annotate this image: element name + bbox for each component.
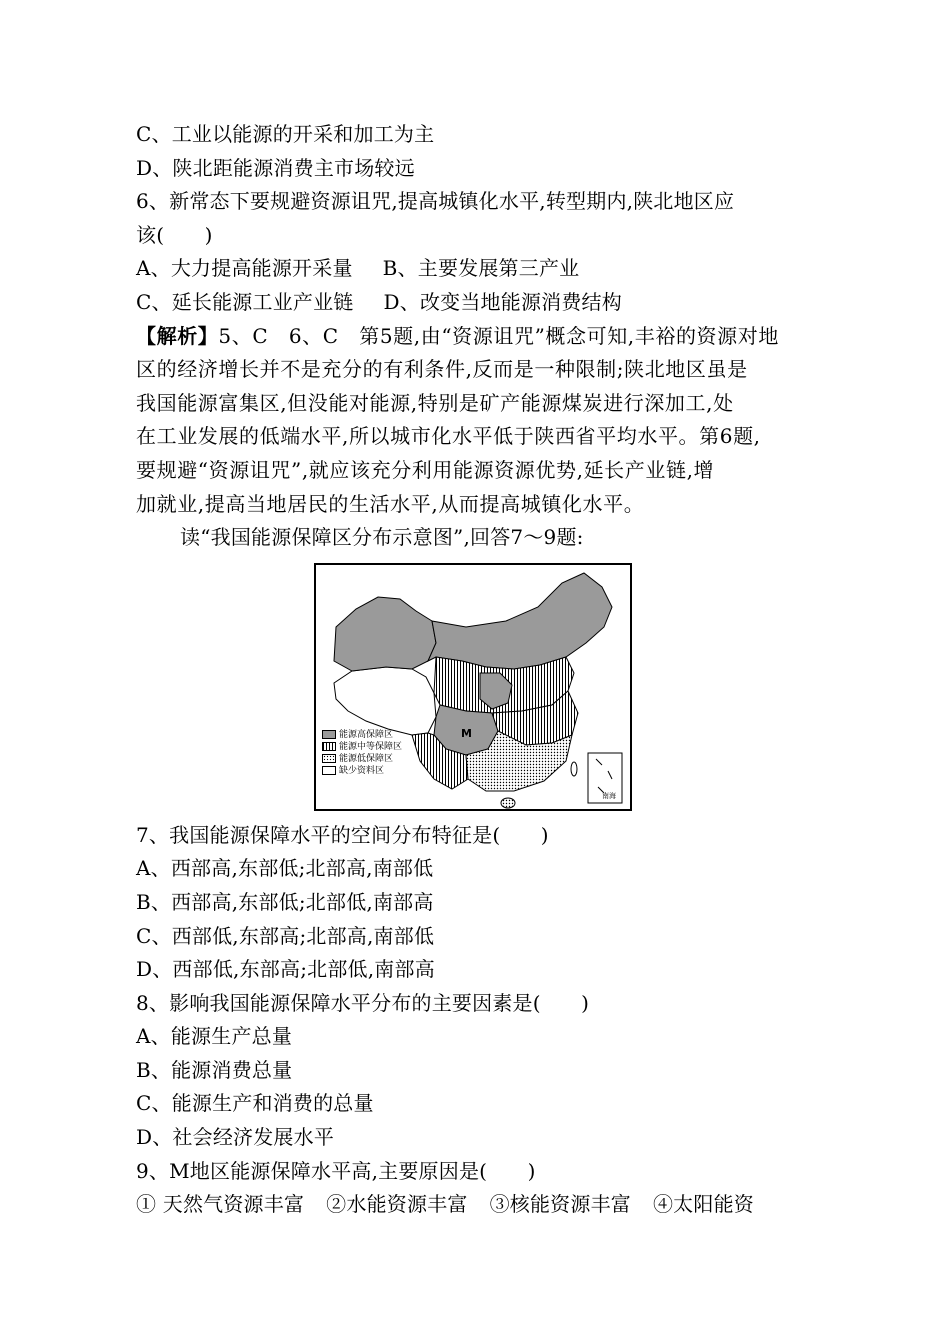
q9-option-3: ③核能资源丰富 bbox=[489, 1192, 631, 1217]
q9-options bbox=[136, 1188, 826, 1222]
analysis-line: 要规避“资源诅咒”,就应该充分利用能源资源优势,延长产业链,增 bbox=[136, 457, 715, 482]
q9-option-2: ②水能资源丰富 bbox=[326, 1192, 468, 1217]
q6-option-d: D、改变当地能源消费结构 bbox=[383, 289, 622, 314]
analysis-block bbox=[136, 320, 826, 522]
legend-item-high: 能源高保障区 bbox=[322, 729, 402, 741]
analysis-line: 我国能源富集区,但没能对能源,特别是矿产能源煤炭进行深加工,处 bbox=[136, 390, 734, 415]
q7-option-c: C、西部低,东部高;北部高,南部低 bbox=[136, 923, 435, 948]
q9-stem: 9、M地区能源保障水平高,主要原因是( ) bbox=[136, 1158, 536, 1183]
inset-label: 南海 bbox=[602, 791, 616, 800]
analysis-line: 加就业,提高当地居民的生活水平,从而提高城镇化水平。 bbox=[136, 491, 645, 516]
q6-option-a: A、大力提高能源开采量 bbox=[136, 256, 353, 281]
q9-option-1: ① 天然气资源丰富 bbox=[136, 1192, 305, 1217]
q7-stem: 7、我国能源保障水平的空间分布特征是( ) bbox=[136, 822, 549, 847]
m-region-label: M bbox=[461, 726, 472, 740]
legend-item-low: 能源低保障区 bbox=[322, 753, 402, 765]
energy-map-figure bbox=[314, 563, 632, 811]
q6-option-b: B、主要发展第三产业 bbox=[382, 256, 580, 281]
document-page bbox=[136, 118, 826, 1222]
q6-options-cd bbox=[136, 286, 826, 320]
analysis-line: 区的经济增长并不是充分的有利条件,反而是一种限制;陕北地区虽是 bbox=[136, 357, 748, 382]
q7-option-a: A、西部高,东部低;北部高,南部低 bbox=[136, 856, 434, 881]
analysis-tag: 【解析】 bbox=[136, 323, 219, 348]
q7-option-b: B、西部高,东部低;北部低,南部高 bbox=[136, 889, 434, 914]
q8-option-c: C、能源生产和消费的总量 bbox=[136, 1091, 374, 1116]
map-legend bbox=[322, 729, 402, 777]
q5-option-c: C、工业以能源的开采和加工为主 bbox=[136, 122, 435, 146]
q8-option-d: D、社会经济发展水平 bbox=[136, 1125, 335, 1150]
q8-option-b: B、能源消费总量 bbox=[136, 1057, 293, 1082]
q8-option-a: A、能源生产总量 bbox=[136, 1024, 293, 1049]
legend-item-mid: 能源中等保障区 bbox=[322, 741, 402, 753]
q5-option-d: D、陕北距能源消费主市场较远 bbox=[136, 155, 415, 180]
q6-options-ab bbox=[136, 252, 826, 286]
analysis-line: 【解析】5、C 6、C 第5题,由“资源诅咒”概念可知,丰裕的资源对地 bbox=[136, 323, 779, 348]
q7-option-d: D、西部低,东部高;北部低,南部高 bbox=[136, 957, 435, 982]
q6-stem: 6、新常态下要规避资源诅咒,提高城镇化水平,转型期内,陕北地区应 bbox=[136, 189, 735, 214]
q6-stem-cont: 该( ) bbox=[136, 222, 213, 247]
q8-stem: 8、影响我国能源保障水平分布的主要因素是( ) bbox=[136, 990, 590, 1015]
legend-item-lack: 缺少资料区 bbox=[322, 765, 402, 777]
analysis-line: 在工业发展的低端水平,所以城市化水平低于陕西省平均水平。第6题, bbox=[136, 424, 761, 449]
map-intro: 读“我国能源保障区分布示意图”,回答7～9题: bbox=[180, 525, 584, 550]
q6-option-c: C、延长能源工业产业链 bbox=[136, 289, 354, 314]
q9-option-4: ④太阳能资 bbox=[652, 1192, 754, 1217]
